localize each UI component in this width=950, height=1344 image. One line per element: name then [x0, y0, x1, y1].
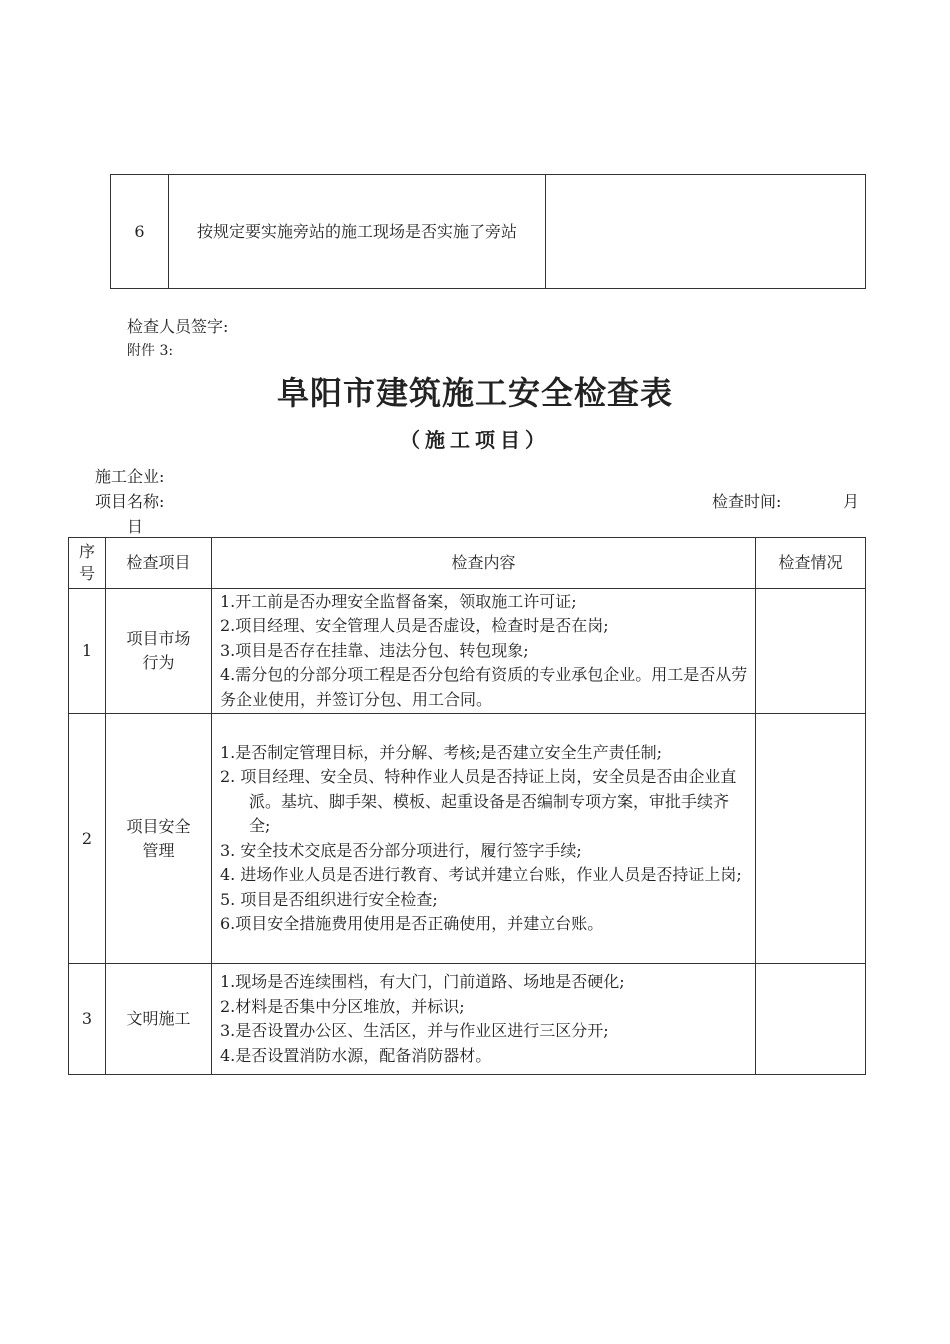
table-row [69, 589, 866, 714]
content-line: 4. 进场作业人员是否进行教育、考试并建立台账，作业人员是否持证上岗; [220, 865, 742, 884]
content-line: 2.材料是否集中分区堆放，并标识; [220, 996, 465, 1016]
row-content [212, 714, 756, 964]
page-title: 阜阳市建筑施工安全检查表 [276, 374, 673, 412]
content-line: 3. 安全技术交底是否分部分项进行，履行签字手续; [220, 840, 582, 860]
previous-table [110, 174, 866, 289]
content-line: 5. 项目是否组织进行安全检查; [220, 889, 438, 909]
row-content [212, 964, 756, 1075]
row-number: 1 [69, 589, 106, 714]
signature-label: 检查人员签字: [127, 317, 229, 336]
content-line: 3.是否设置办公区、生活区，并与作业区进行三区分开; [220, 1021, 609, 1040]
table-row [69, 714, 866, 964]
content-line: 1.现场是否连续围档，有大门，门前道路、场地是否硬化; [220, 972, 625, 991]
month-label: 月 [843, 492, 860, 511]
table-header-row [69, 538, 866, 589]
inspection-table [68, 537, 866, 1075]
row-result [546, 175, 866, 289]
row-number: 2 [69, 714, 106, 964]
header-number: 序号 [69, 538, 106, 589]
row-item: 项目安全管理 [106, 714, 212, 964]
row-item: 项目市场行为 [106, 589, 212, 714]
row-item: 按规定要实施旁站的施工现场是否实施了旁站 [169, 175, 546, 289]
company-label: 施工企业: [95, 467, 165, 486]
project-name-label: 项目名称: [95, 492, 165, 511]
row-number: 6 [111, 175, 169, 289]
row-content [212, 589, 756, 714]
inspection-time-label: 检查时间: [712, 492, 782, 511]
content-line: 1.是否制定管理目标，并分解、考核;是否建立安全生产责任制; [220, 742, 663, 762]
day-label: 日 [127, 517, 144, 536]
page-subtitle: （施工项目） [400, 428, 550, 452]
header-result: 检查情况 [756, 538, 866, 589]
content-line: 1.开工前是否办理安全监督备案，领取施工许可证; [220, 591, 577, 611]
row-item: 文明施工 [106, 964, 212, 1075]
content-line: 2. 项目经理、安全员、特种作业人员是否持证上岗，安全员是否由企业直派。基坑、脚手架、模板、起重设备是否编制专项方案，审批手续齐全; [220, 767, 737, 835]
content-line: 2.项目经理、安全管理人员是否虚设，检查时是否在岗; [220, 616, 609, 636]
content-line: 4.需分包的分部分项工程是否分包给有资质的专业承包企业。用工是否从劳务企业使用，并签订分包、用工合同。 [220, 665, 748, 709]
content-line: 4.是否设置消防水源，配备消防器材。 [220, 1045, 492, 1065]
content-line: 6.项目安全措施费用使用是否正确使用，并建立台账。 [220, 914, 604, 933]
table-row [111, 175, 866, 289]
header-content: 检查内容 [212, 538, 756, 589]
attachment-label: 附件 3: [127, 343, 174, 359]
row-number: 3 [69, 964, 106, 1075]
content-line: 3.项目是否存在挂靠、违法分包、转包现象; [220, 640, 529, 660]
row-result [756, 589, 866, 714]
row-result [756, 714, 866, 964]
table-row [69, 964, 866, 1075]
header-item: 检查项目 [106, 538, 212, 589]
row-result [756, 964, 866, 1075]
